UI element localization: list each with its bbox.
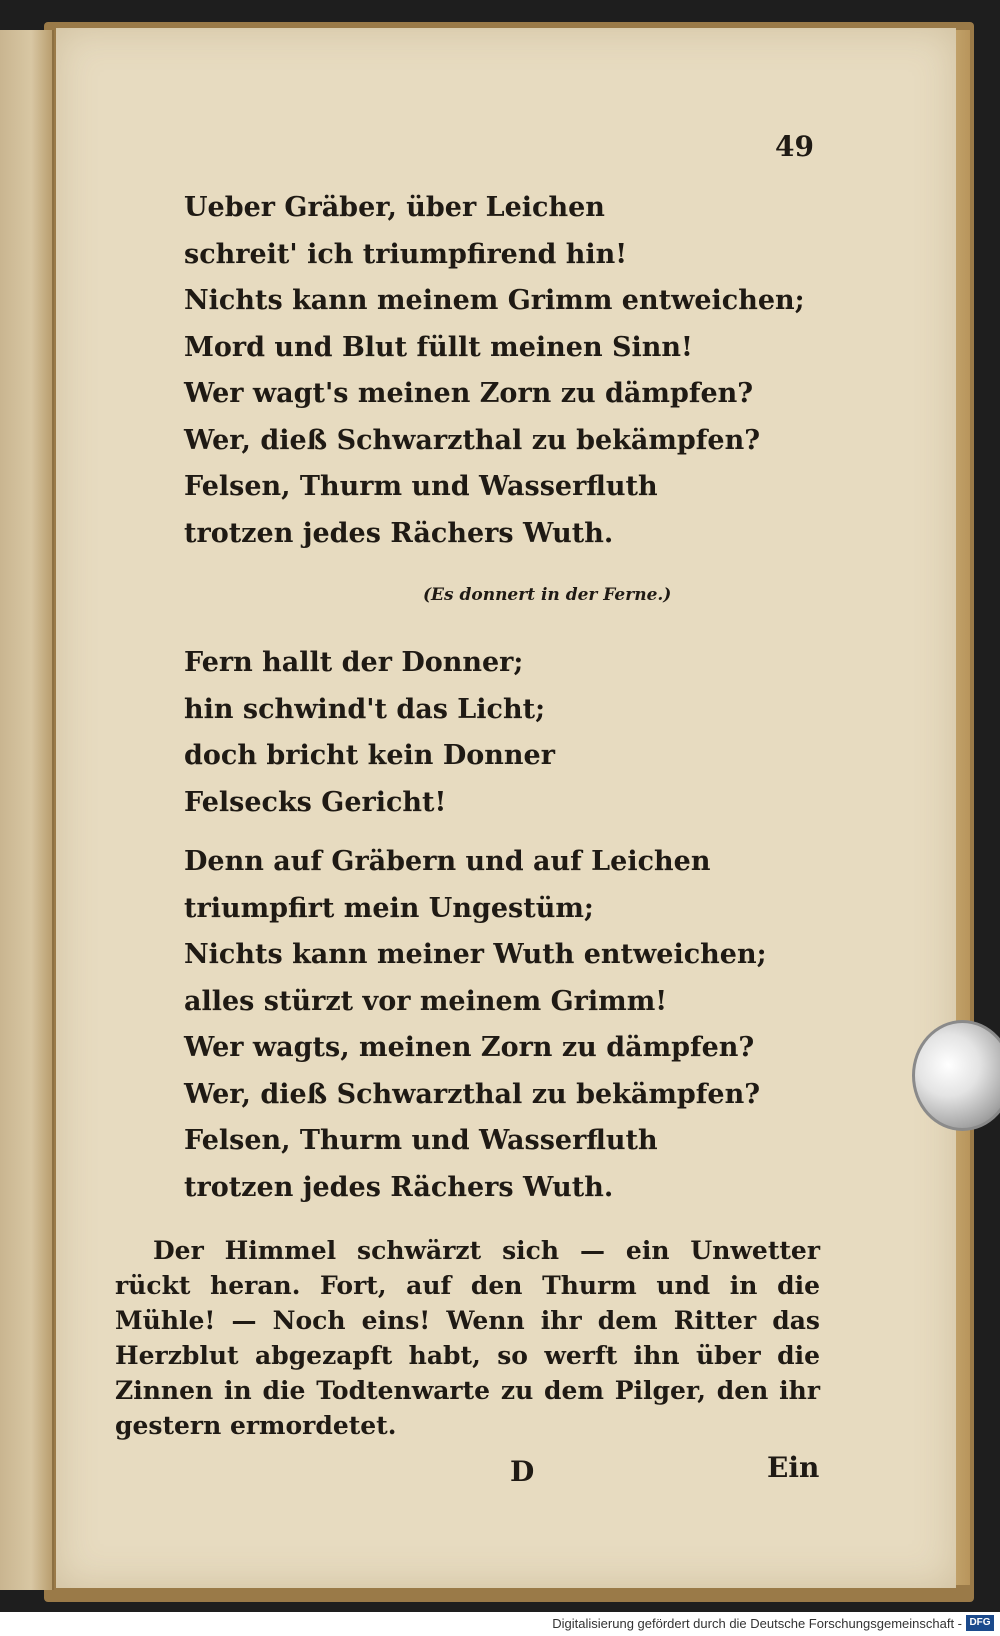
verse-line: Nichts kann meiner Wuth entweichen;: [184, 939, 767, 970]
verse-line: Fern hallt der Donner;: [184, 647, 524, 678]
verse-line: Mord und Blut füllt meinen Sinn!: [184, 331, 693, 363]
verse-line: schreit' ich triumpfirend hin!: [184, 238, 628, 270]
verse-line: alles stürzt vor meinem Grimm!: [184, 985, 668, 1017]
verse-line: Felsecks Gericht!: [184, 786, 447, 818]
dfg-logo: DFG: [966, 1615, 994, 1631]
page-number: 49: [775, 130, 814, 163]
verse-line: doch bricht kein Donner: [184, 740, 555, 771]
verse-line: Wer, dieß Schwarzthal zu bekämpfen?: [184, 424, 761, 456]
verse-line: trotzen jedes Rächers Wuth.: [184, 1171, 614, 1203]
verse-line: Felsen, Thurm und Wasserfluth: [184, 471, 658, 502]
verse-line: trotzen jedes Rächers Wuth.: [184, 517, 614, 549]
verse-line: Ueber Gräber, über Leichen: [184, 192, 605, 223]
verse-line: hin schwind't das Licht;: [184, 693, 546, 725]
catchword: Ein: [767, 1451, 820, 1484]
verse-stanza-1: [184, 185, 805, 557]
previous-page-edge: [0, 30, 54, 1590]
verse-stanza-3: [184, 839, 767, 1211]
verse-line: Wer, dieß Schwarzthal zu bekämpfen?: [184, 1078, 761, 1110]
verse-line: Wer wagts, meinen Zorn zu dämpfen?: [184, 1032, 755, 1063]
stage-direction: (Es donnert in der Ferne.): [423, 585, 672, 605]
verse-line: Nichts kann meinem Grimm entweichen;: [184, 285, 805, 316]
verse-line: Wer wagt's meinen Zorn zu dämpfen?: [184, 378, 754, 409]
verse-line: triumpfirt mein Ungestüm;: [184, 892, 594, 924]
signature-mark: D: [510, 1455, 535, 1488]
prose-paragraph: Der Himmel schwärzt sich — ein Unwetter rückt heran. Fort, auf den Thurm und in die Mühle! — Noch eins! Wenn ihr dem Ritter das Herzblut abgezapft habt, so werft ihn über die Zinnen in die Todtenwarte zu dem Pilger, den ihr gestern ermordetet.: [115, 1236, 820, 1440]
verse-stanza-2: [184, 640, 555, 826]
verse-line: Denn auf Gräbern und auf Leichen: [184, 846, 711, 877]
verse-line: Felsen, Thurm und Wasserfluth: [184, 1125, 658, 1156]
footer-credit: Digitalisierung gefördert durch die Deutsche Forschungsgemeinschaft -: [552, 1616, 962, 1631]
